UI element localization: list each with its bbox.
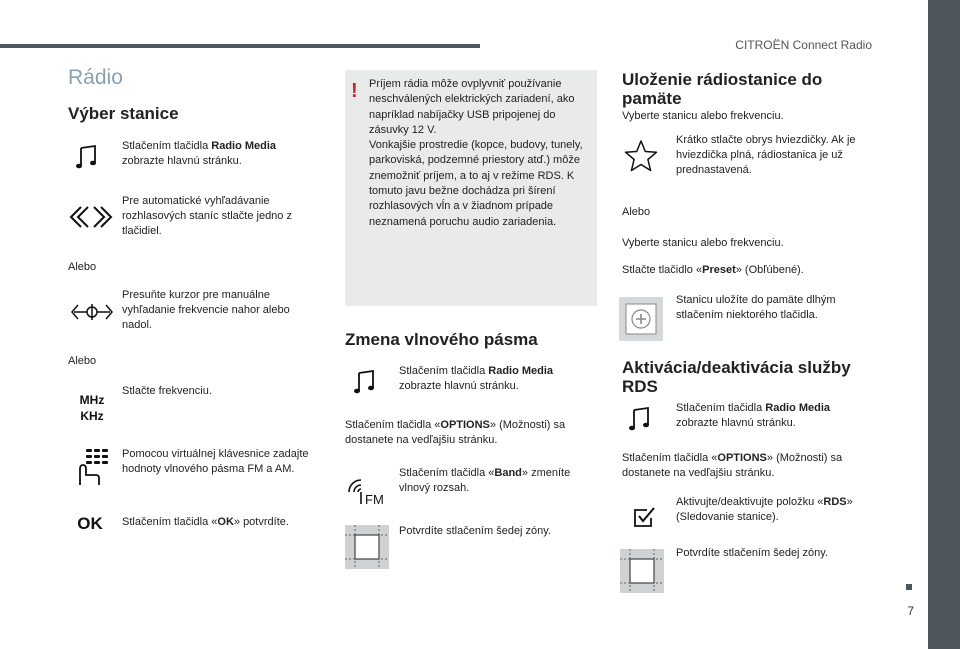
step-long-press: Stanicu uložíte do pamäte dlhým stlačením niektorého tlačidla. [676, 294, 836, 321]
tuning-slider-icon [70, 300, 114, 324]
step-options-2: Stlačením tlačidla «OPTIONS» (Možnosti) sa dostanete na vedľajšiu stránku. [345, 419, 566, 446]
preset-add-icon [619, 297, 663, 341]
step-press-frequency: Stlačte frekvenciu. [122, 385, 212, 397]
frequency-unit-icon [72, 390, 112, 426]
step-auto-search: Pre automatické vyhľadávanie rozhlasových staníc stlačte jedno z tlačidiel. [122, 195, 292, 237]
fm-label: FM [365, 492, 384, 506]
page-number: 7 [907, 604, 914, 618]
grey-zone-icon [345, 525, 389, 569]
header-rule [0, 44, 480, 48]
warning-icon: ! [351, 80, 358, 102]
warning-text: Príjem rádia môže ovplyvniť používanie neschválených elektrických zariadení, ako napríklad nabíjačky USB pripojenej do zásuvky 12 V. Vonkajšie prostredie (kopce, budovy, tunely, parkoviská, podzemné priestory atď.) môže znemožniť príjem, a to aj v režime RDS. K tomuto javu bežne dochádza pri šírení rozhlasových vĺn a v žiadnom prípade neznamená poruchu audio zariadenia. [369, 78, 583, 228]
step-confirm-ok: Stlačením tlačidla «OK» potvrdíte. [122, 516, 289, 528]
music-note-icon [628, 405, 652, 433]
band-fm-icon [347, 474, 391, 506]
step-radio-media-2: Stlačením tlačidla Radio Media zobrazte hlavnú stránku. [399, 365, 554, 392]
step-preset: Stlačte tlačidlo «Preset» (Obľúbené). [622, 264, 804, 276]
step-rds: Aktivujte/deaktivujte položku «RDS» (Sledovanie stanice). [676, 496, 853, 523]
step-band: Stlačením tlačidla «Band» zmeníte vlnový rozsah. [399, 467, 571, 494]
section-title-station: Výber stanice [68, 104, 179, 123]
select-station-2: Vyberte stanicu alebo frekvenciu. [622, 237, 784, 249]
step-grey-zone-2: Potvrdíte stlačením šedej zóny. [399, 525, 552, 537]
step-options-3: Stlačením tlačidla «OPTIONS» (Možnosti) sa dostanete na vedľajšiu stránku. [622, 452, 843, 479]
music-note-icon [353, 368, 377, 396]
alt-label-3: Alebo [622, 206, 651, 218]
seek-arrows-icon [69, 203, 113, 231]
step-radio-media-3: Stlačením tlačidla Radio Media zobrazte hlavnú stránku. [676, 402, 831, 429]
warning-box [345, 70, 597, 306]
section-title-band: Zmena vlnového pásma [345, 330, 538, 349]
grey-zone-icon [620, 549, 664, 593]
checkbox-icon [630, 503, 658, 531]
mhz-label: MHz [79, 393, 105, 407]
alt-label-2: Alebo [68, 355, 97, 367]
step-virtual-keyboard: Pomocou virtuálnej klávesnice zadajte hodnoty vlnového pásma FM a AM. [122, 448, 309, 475]
select-station-1: Vyberte stanicu alebo frekvenciu. [622, 110, 784, 122]
section-title-rds: Aktivácia/deaktivácia služby RDS [622, 358, 851, 396]
side-tab [928, 0, 960, 649]
section-title-save: Uloženie rádiostanice do pamäte [622, 70, 823, 108]
brand-label: CITROËN Connect Radio [735, 38, 872, 52]
step-star: Krátko stlačte obrys hviezdičky. Ak je hviezdička plná, rádiostanica je už prednastavená. [676, 134, 856, 176]
alt-label-1: Alebo [68, 261, 97, 273]
page-marker [906, 584, 912, 590]
khz-label: KHz [80, 409, 104, 423]
page-title: Rádio [68, 66, 123, 89]
step-grey-zone-3: Potvrdíte stlačením šedej zóny. [676, 547, 829, 559]
ok-icon: OK [77, 514, 103, 533]
step-radio-media: Stlačením tlačidla Radio Media zobrazte hlavnú stránku. [122, 140, 277, 167]
music-note-icon [75, 143, 99, 171]
step-manual-tune: Presuňte kurzor pre manuálne vyhľadanie frekvencie nahor alebo nadol. [122, 289, 290, 331]
star-icon [623, 138, 659, 174]
keypad-icon [72, 447, 112, 487]
